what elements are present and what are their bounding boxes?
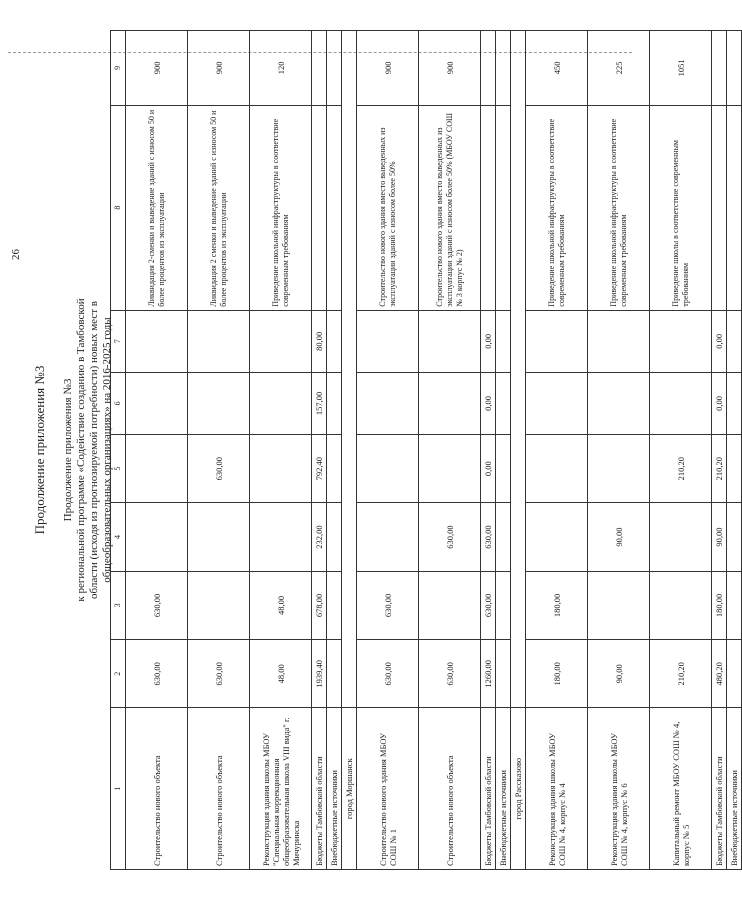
- value-cell: 90,00: [588, 640, 650, 708]
- result-description: Приведение школьной инфраструктуры в соответствие современным требованиям: [526, 105, 588, 310]
- table-row: [126, 31, 188, 870]
- value-cell: [650, 503, 712, 571]
- value-cell: [327, 503, 342, 571]
- column-number: 1: [111, 708, 126, 870]
- value-cell: [650, 310, 712, 372]
- value-cell: [496, 31, 511, 106]
- value-cell: [712, 31, 727, 106]
- value-cell: [496, 640, 511, 708]
- value-cell: [357, 372, 419, 434]
- row-label: Внебюджетные источники: [496, 708, 511, 870]
- value-cell: 180,00: [526, 640, 588, 708]
- value-cell: [419, 571, 481, 639]
- value-cell: [496, 372, 511, 434]
- total-row: [496, 31, 511, 870]
- value-cell: [357, 434, 419, 502]
- table-row: [650, 31, 712, 870]
- value-cell: 630,00: [419, 640, 481, 708]
- value-cell: [588, 571, 650, 639]
- column-number: 4: [111, 503, 126, 571]
- row-label: Бюджеты Тамбовской области: [312, 708, 327, 870]
- value-cell: 0,00: [481, 372, 496, 434]
- program-table: [110, 30, 742, 870]
- row-label: Строительство нового объекта: [419, 708, 481, 870]
- result-description: [327, 105, 342, 310]
- value-cell: 1051: [650, 31, 712, 106]
- result-description: [712, 105, 727, 310]
- result-description: [312, 105, 327, 310]
- value-cell: [650, 571, 712, 639]
- section-title: [342, 31, 357, 708]
- row-label: Строительство нового объекта: [126, 708, 188, 870]
- appendix-header: [62, 30, 114, 870]
- value-cell: [496, 310, 511, 372]
- result-description: Ликвидация 2-сменки и выведение зданий с износом 50 и более процентов из эксплуатации: [126, 105, 188, 310]
- empty-cell: город Рассказово: [511, 708, 526, 870]
- result-description: [727, 105, 742, 310]
- value-cell: [727, 571, 742, 639]
- value-cell: [126, 310, 188, 372]
- value-cell: [250, 503, 312, 571]
- total-row: [727, 31, 742, 870]
- total-row: [312, 31, 327, 870]
- result-description: Приведение школы в соответствие современным требованиям: [650, 105, 712, 310]
- value-cell: [727, 503, 742, 571]
- result-description: Строительство нового здания вместо выведенных из эксплуатации зданий с износом более 50% (МБОУ СОШ № 3 корпус № 2): [419, 105, 481, 310]
- value-cell: 48,00: [250, 640, 312, 708]
- value-cell: [419, 310, 481, 372]
- value-cell: 900: [419, 31, 481, 106]
- value-cell: 630,00: [419, 503, 481, 571]
- value-cell: [588, 310, 650, 372]
- value-cell: 450: [526, 31, 588, 106]
- row-label: Строительство нового здания МБОУ СОШ № 1: [357, 708, 419, 870]
- value-cell: [526, 372, 588, 434]
- value-cell: [250, 310, 312, 372]
- value-cell: [727, 310, 742, 372]
- value-cell: 210,20: [712, 434, 727, 502]
- value-cell: [327, 640, 342, 708]
- value-cell: [496, 503, 511, 571]
- column-number-row: [111, 31, 126, 870]
- total-row: [712, 31, 727, 870]
- table-row: [588, 31, 650, 870]
- value-cell: [357, 310, 419, 372]
- table-row: [250, 31, 312, 870]
- table-row: [357, 31, 419, 870]
- result-description: Приведение школьной инфраструктуры в соответствие современным требованиям: [588, 105, 650, 310]
- value-cell: [327, 571, 342, 639]
- value-cell: 900: [126, 31, 188, 106]
- section-row: [342, 31, 357, 870]
- column-number: 3: [111, 571, 126, 639]
- column-number: 2: [111, 640, 126, 708]
- header-line-2: к региональной программе «Содействие созданию в Тамбовской: [75, 298, 87, 602]
- value-cell: [188, 503, 250, 571]
- value-cell: 120: [250, 31, 312, 106]
- value-cell: 1939,40: [312, 640, 327, 708]
- header-line-3: области (исходя из прогнозируемой потребности) новых мест в: [88, 301, 100, 599]
- value-cell: [126, 434, 188, 502]
- value-cell: 90,00: [712, 503, 727, 571]
- value-cell: 157,00: [312, 372, 327, 434]
- row-label: Внебюджетные источники: [727, 708, 742, 870]
- value-cell: [188, 571, 250, 639]
- value-cell: 900: [188, 31, 250, 106]
- empty-cell: город Моршанск: [342, 708, 357, 870]
- value-cell: 0,00: [712, 310, 727, 372]
- value-cell: 0,00: [712, 372, 727, 434]
- value-cell: [250, 434, 312, 502]
- value-cell: [357, 503, 419, 571]
- value-cell: [327, 31, 342, 106]
- rotated-page-content: [32, 30, 739, 870]
- section-row: [511, 31, 526, 870]
- value-cell: [188, 372, 250, 434]
- total-row: [327, 31, 342, 870]
- value-cell: 792,40: [312, 434, 327, 502]
- value-cell: [327, 434, 342, 502]
- row-label: Внебюджетные источники: [327, 708, 342, 870]
- header-line-1: Продолжение приложения №3: [62, 378, 74, 522]
- total-row: [481, 31, 496, 870]
- page-number: 26: [10, 249, 22, 260]
- value-cell: 630,00: [126, 571, 188, 639]
- row-label: Реконструкция здания школы МБОУ "Специальная коррекционная общеобразовательная школа VIII вида" г. Мичуринска: [250, 708, 312, 870]
- value-cell: 210,20: [650, 434, 712, 502]
- header-line-4: общеобразовательных организациях» на 2016-2025 годы: [101, 317, 113, 583]
- continuation-title: Продолжение приложения №3: [32, 365, 47, 535]
- value-cell: [588, 372, 650, 434]
- value-cell: 180,00: [526, 571, 588, 639]
- value-cell: [419, 434, 481, 502]
- value-cell: [727, 31, 742, 106]
- row-label: Бюджеты Тамбовской области: [712, 708, 727, 870]
- value-cell: 630,00: [357, 571, 419, 639]
- row-label: Реконструкция здания школы МБОУ СОШ № 4, корпус № 6: [588, 708, 650, 870]
- value-cell: 900: [357, 31, 419, 106]
- result-description: [496, 105, 511, 310]
- table-row: [419, 31, 481, 870]
- table-row: [526, 31, 588, 870]
- value-cell: 1260,00: [481, 640, 496, 708]
- value-cell: [250, 372, 312, 434]
- value-cell: 180,00: [712, 571, 727, 639]
- table-row: [188, 31, 250, 870]
- value-cell: 480,20: [712, 640, 727, 708]
- value-cell: 90,00: [588, 503, 650, 571]
- value-cell: [327, 372, 342, 434]
- value-cell: 630,00: [188, 434, 250, 502]
- result-description: Строительство нового здания вместо выведенных из эксплуатации зданий с износом более 50%: [357, 105, 419, 310]
- value-cell: [188, 310, 250, 372]
- value-cell: [650, 372, 712, 434]
- result-description: Приведение школьной инфраструктуры в соответствие современным требованиям: [250, 105, 312, 310]
- value-cell: [312, 31, 327, 106]
- value-cell: 630,00: [357, 640, 419, 708]
- value-cell: 0,00: [481, 310, 496, 372]
- column-number: 7: [111, 310, 126, 372]
- value-cell: [727, 434, 742, 502]
- value-cell: 225: [588, 31, 650, 106]
- value-cell: 678,00: [312, 571, 327, 639]
- value-cell: 232,00: [312, 503, 327, 571]
- value-cell: [481, 31, 496, 106]
- value-cell: 630,00: [126, 640, 188, 708]
- value-cell: 80,00: [312, 310, 327, 372]
- value-cell: [496, 434, 511, 502]
- row-label: Бюджеты Тамбовской области: [481, 708, 496, 870]
- value-cell: 0,00: [481, 434, 496, 502]
- value-cell: [526, 503, 588, 571]
- value-cell: 630,00: [481, 503, 496, 571]
- value-cell: [526, 434, 588, 502]
- value-cell: [419, 372, 481, 434]
- value-cell: 48,00: [250, 571, 312, 639]
- value-cell: [727, 640, 742, 708]
- value-cell: 630,00: [481, 571, 496, 639]
- result-description: [481, 105, 496, 310]
- column-number: 9: [111, 31, 126, 106]
- row-label: Капитальный ремонт МБОУ СОШ № 4, корпус № 5: [650, 708, 712, 870]
- column-number: 8: [111, 105, 126, 310]
- value-cell: [727, 372, 742, 434]
- value-cell: [327, 310, 342, 372]
- value-cell: [126, 503, 188, 571]
- value-cell: [588, 434, 650, 502]
- column-number: 6: [111, 372, 126, 434]
- value-cell: [496, 571, 511, 639]
- value-cell: [126, 372, 188, 434]
- value-cell: 210,20: [650, 640, 712, 708]
- value-cell: 630,00: [188, 640, 250, 708]
- value-cell: [526, 310, 588, 372]
- row-label: Строительство нового объекта: [188, 708, 250, 870]
- section-title: [511, 31, 526, 708]
- result-description: Ликвидация 2 сменки и выведение зданий с износом 50 и более процентов из эксплуатации: [188, 105, 250, 310]
- column-number: 5: [111, 434, 126, 502]
- row-label: Реконструкция здания школы МБОУ СОШ № 4, корпус № 4: [526, 708, 588, 870]
